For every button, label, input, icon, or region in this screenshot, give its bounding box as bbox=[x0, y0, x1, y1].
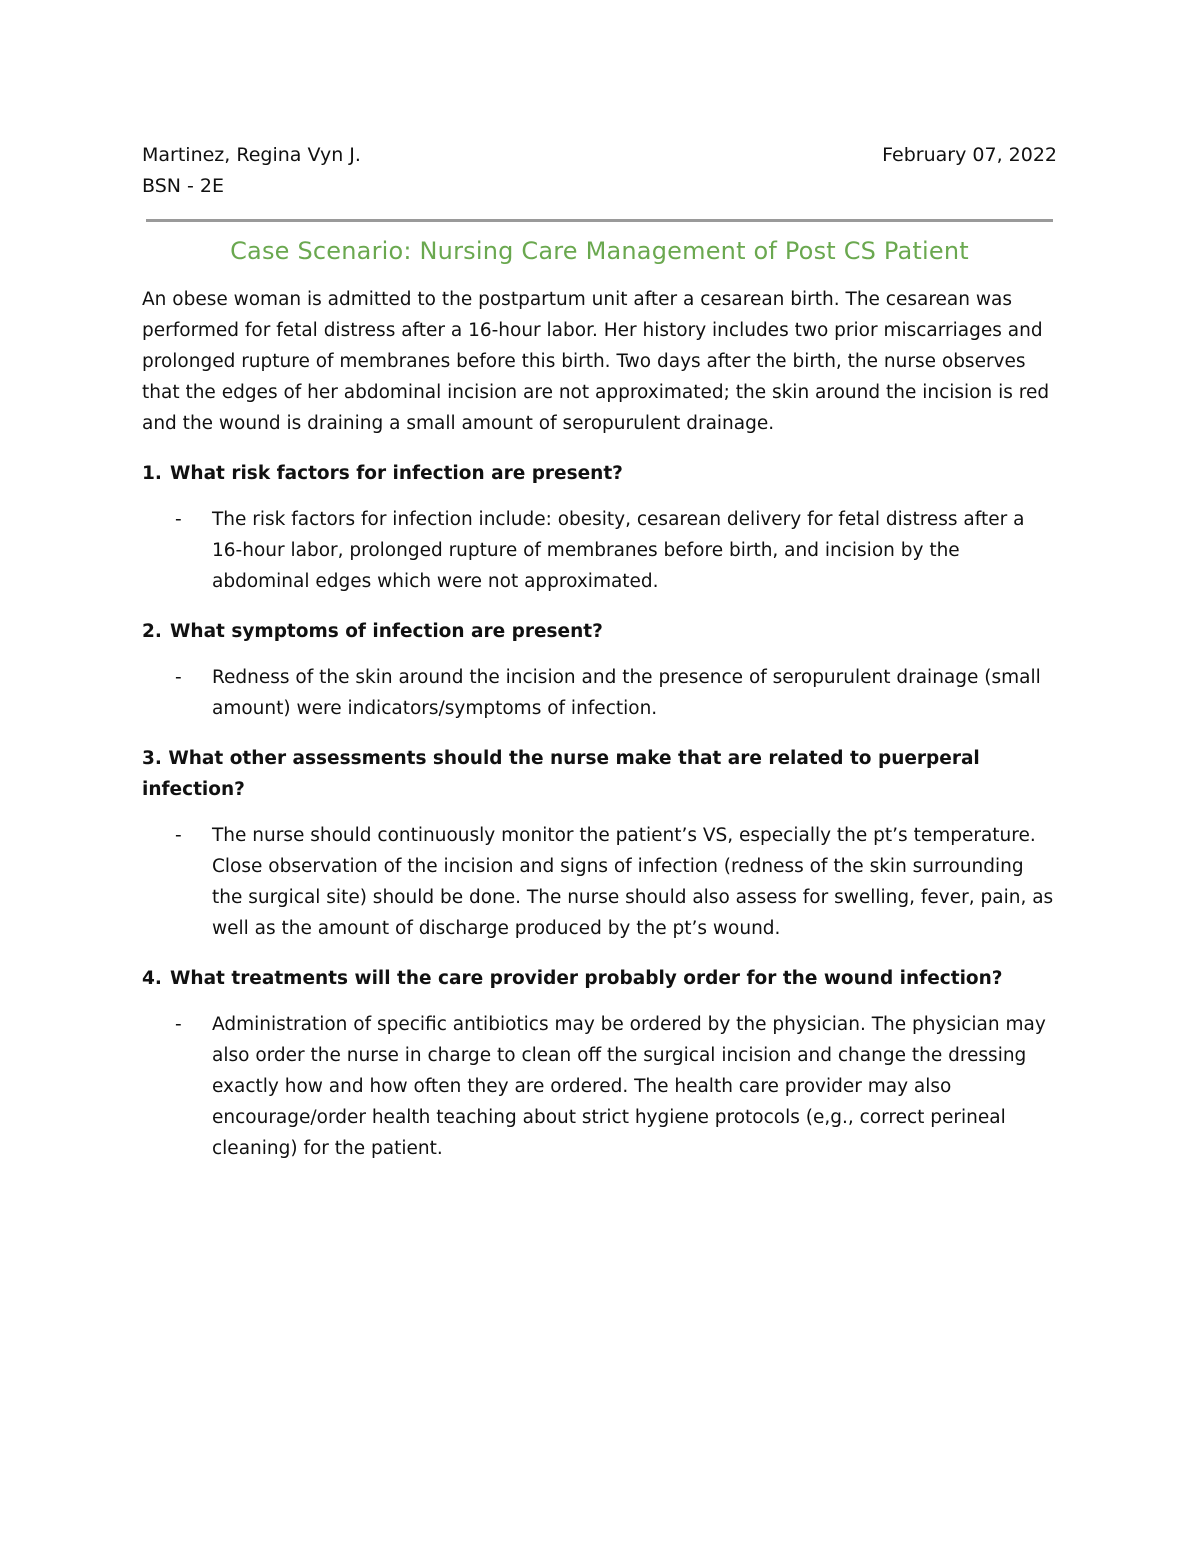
answer-text: Redness of the skin around the incision and the presence of seropurulent drainage (small amount) were indicators/symptoms of infection. bbox=[212, 667, 1041, 719]
header-row bbox=[142, 140, 1057, 171]
answer-4 bbox=[142, 1009, 1057, 1164]
answer-bullet: - bbox=[175, 825, 182, 846]
document-date: February 07, 2022 bbox=[882, 144, 1057, 166]
question-number: 1. bbox=[142, 463, 162, 484]
author-name: Martinez, Regina Vyn J. bbox=[142, 144, 361, 166]
question-number: 2. bbox=[142, 621, 162, 642]
case-scenario-text: An obese woman is admitted to the postpartum unit after a cesarean birth. The cesarean was performed for fetal distress after a 16-hour labor. Her history includes two prior miscarriages and prolonged rupture of membranes before this birth. Two days after the birth, the nurse observes that the edges of her abdominal incision are not approximated; the skin around the incision is red and the wound is draining a small amount of seropurulent drainage. bbox=[142, 289, 1050, 434]
answer-bullet: - bbox=[175, 1014, 182, 1035]
question-2 bbox=[142, 616, 1057, 647]
document-page bbox=[142, 140, 1057, 1164]
section-label: BSN - 2E bbox=[142, 175, 225, 197]
question-1 bbox=[142, 458, 1057, 489]
document-title: Case Scenario: Nursing Care Management of Post CS Patient bbox=[230, 237, 969, 265]
question-text: What other assessments should the nurse make that are related to puerperal infection? bbox=[142, 748, 980, 800]
question-3 bbox=[142, 743, 1057, 805]
question-number: 4. bbox=[142, 968, 162, 989]
answer-text: Administration of specific antibiotics may be ordered by the physician. The physician may also order the nurse in charge to clean off the surgical incision and change the dressing exactly how and how often they are ordered. The health care provider may also encourage/order health teaching about strict hygiene protocols (e,g., correct perineal cleaning) for the patient. bbox=[212, 1014, 1046, 1159]
question-text: What symptoms of infection are present? bbox=[170, 621, 603, 642]
answer-text: The risk factors for infection include: obesity, cesarean delivery for fetal distress after a 16-hour labor, prolonged rupture of membranes before birth, and incision by the abdominal edges which were not approximated. bbox=[212, 509, 1025, 592]
question-text: What risk factors for infection are present? bbox=[170, 463, 623, 484]
answer-text: The nurse should continuously monitor the patient’s VS, especially the pt’s temperature. Close observation of the incision and signs of infection (redness of the skin surrounding the surgical site) should be done. The nurse should also assess for swelling, fever, pain, as well as the amount of discharge produced by the pt’s wound. bbox=[212, 825, 1054, 939]
answer-bullet: - bbox=[175, 667, 182, 688]
answer-3 bbox=[142, 820, 1057, 944]
answer-bullet: - bbox=[175, 509, 182, 530]
horizontal-divider bbox=[146, 219, 1053, 222]
question-number: 3. bbox=[142, 748, 162, 769]
answer-1 bbox=[142, 504, 1057, 597]
question-4 bbox=[142, 963, 1057, 994]
answer-2 bbox=[142, 662, 1057, 724]
question-text: What treatments will the care provider probably order for the wound infection? bbox=[170, 968, 1003, 989]
